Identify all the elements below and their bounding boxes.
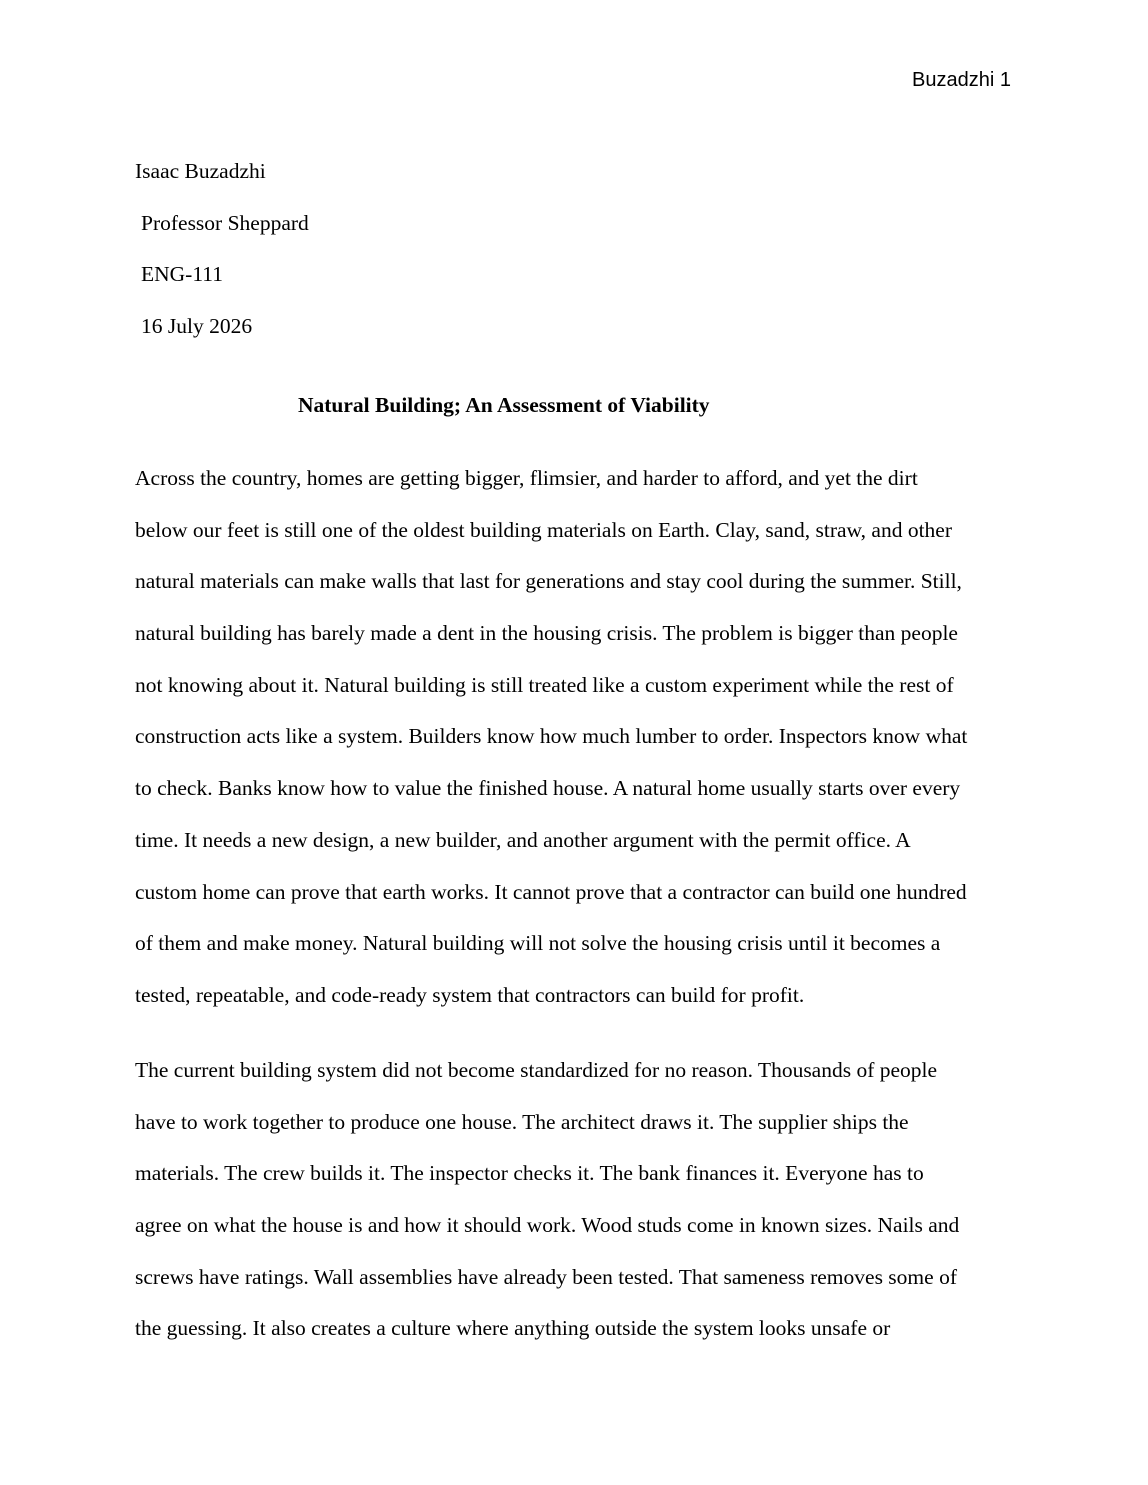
date: 16 July 2026 <box>141 313 253 338</box>
paragraph-line: construction acts like a system. Builders know how much lumber to order. Inspectors know what <box>135 724 968 749</box>
paragraph-line: agree on what the house is and how it should work. Wood studs come in known sizes. Nails and <box>135 1213 960 1238</box>
paragraph-line: to check. Banks know how to value the finished house. A natural home usually starts over every <box>135 776 961 801</box>
paragraph-line: screws have ratings. Wall assemblies have already been tested. That sameness removes some of <box>135 1264 957 1289</box>
student-name: Isaac Buzadzhi <box>135 159 266 183</box>
essay-title: Natural Building; An Assessment of Viability <box>298 393 710 417</box>
paragraph-line: The current building system did not become standardized for no reason. Thousands of people <box>135 1058 938 1082</box>
mla-heading <box>135 156 309 362</box>
paragraph-line: natural building has barely made a dent in the housing crisis. The problem is bigger than people <box>135 621 958 646</box>
paragraph-line: custom home can prove that earth works. It cannot prove that a contractor can build one hundred <box>135 879 967 904</box>
course-name: ENG-111 <box>141 262 224 286</box>
paragraph-line: tested, repeatable, and code-ready system that contractors can build for profit. <box>135 982 805 1007</box>
paragraph-line: Across the country, homes are getting bigger, flimsier, and harder to afford, and yet the dirt <box>135 466 918 490</box>
professor-name: Professor Sheppard <box>141 210 309 235</box>
paragraph-line: the guessing. It also creates a culture where anything outside the system looks unsafe or <box>135 1316 891 1341</box>
running-head: Buzadzhi 1 <box>912 69 1011 91</box>
paragraph-line: below our feet is still one of the oldest building materials on Earth. Clay, sand, straw, and other <box>135 517 953 542</box>
paragraph-line: time. It needs a new design, a new builder, and another argument with the permit office. A <box>135 827 911 852</box>
paragraph-line: natural materials can make walls that last for generations and stay cool during the summer. Still, <box>135 569 962 594</box>
paragraph-line: not knowing about it. Natural building is still treated like a custom experiment while the rest of <box>135 672 954 697</box>
paragraph-line: of them and make money. Natural building will not solve the housing crisis until it becomes a <box>135 931 941 956</box>
paragraph-2 <box>135 1055 1015 1365</box>
paragraph-line: have to work together to produce one house. The architect draws it. The supplier ships the <box>135 1109 909 1134</box>
paragraph-1 <box>135 463 1015 1032</box>
paragraph-line: materials. The crew builds it. The inspector checks it. The bank finances it. Everyone has to <box>135 1161 924 1186</box>
